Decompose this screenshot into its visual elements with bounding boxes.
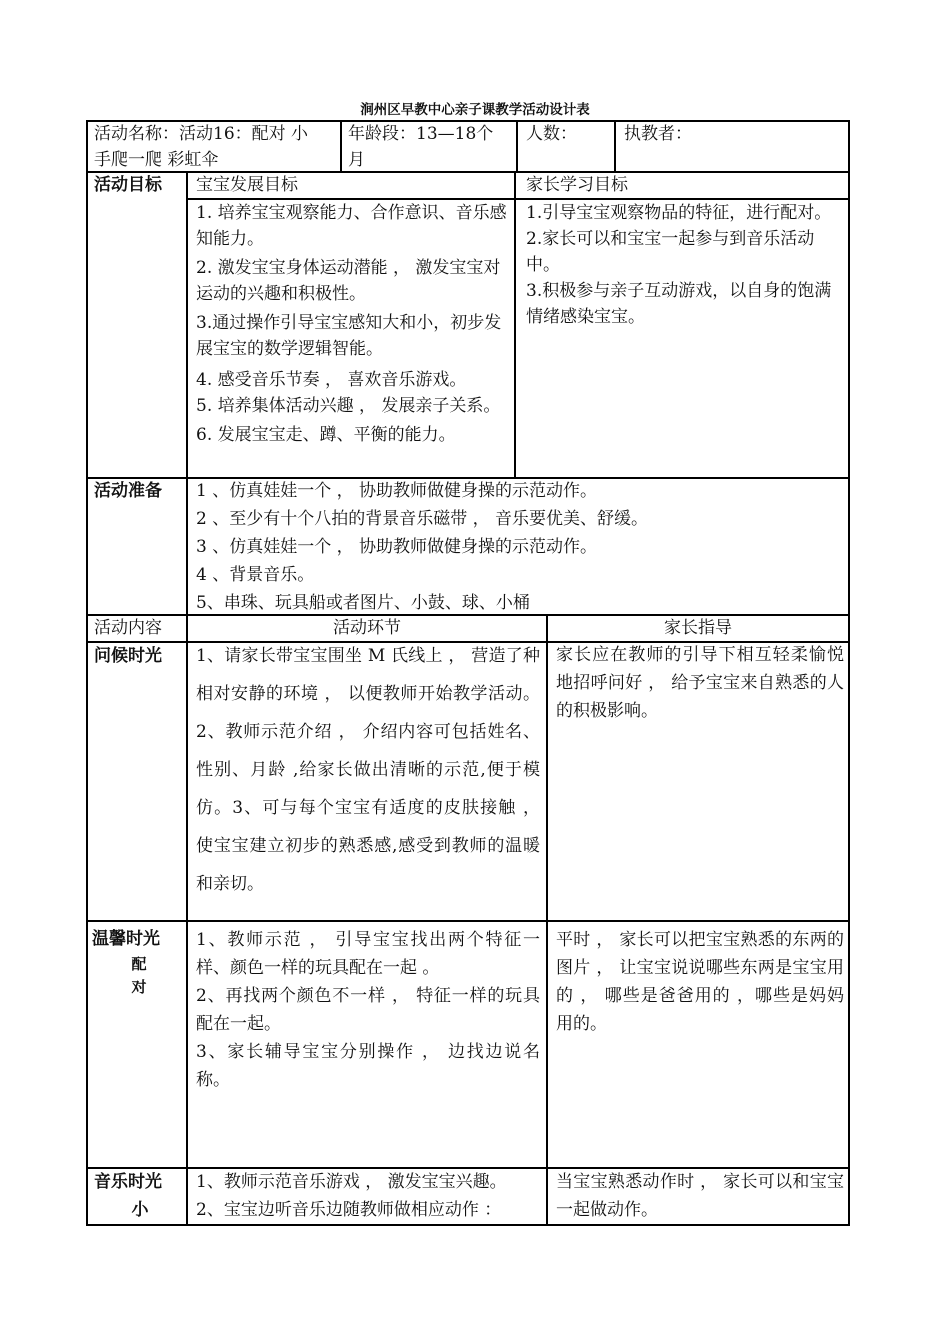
- section-label-line: 小: [131, 1200, 149, 1220]
- rule: [514, 171, 516, 478]
- section-label-line: 对: [131, 978, 147, 996]
- baby-goal-item: 6. 发展宝宝走、蹲、平衡的能力。: [196, 425, 456, 445]
- baby-goals-header: 宝宝发展目标: [196, 175, 298, 195]
- content-header-col1: 活动内容: [94, 618, 162, 638]
- rule: [86, 920, 850, 922]
- section-guide-music: 当宝宝熟悉动作时 ， 家长可以和宝宝一起做动作。: [556, 1172, 844, 1220]
- rule: [86, 1224, 850, 1226]
- section-label-line: 音乐时光: [94, 1172, 162, 1192]
- section-label-music: [94, 1168, 186, 1224]
- prep-item: 1 、仿真娃娃一个 ， 协助教师做健身操的示范动作。: [196, 481, 598, 501]
- baby-goal-item: 3.通过操作引导宝宝感知大和小，初步发展宝宝的数学逻辑智能。: [196, 313, 502, 359]
- activity-name-line2: 手爬一爬 彩虹伞: [94, 150, 219, 170]
- content-header-col3: 家长指导: [664, 618, 732, 638]
- section-label-warm: [92, 926, 186, 998]
- activity-name-cell: [94, 121, 338, 173]
- baby-goal-item: 4. 感受音乐节奏 ， 喜欢音乐游戏。: [196, 370, 467, 390]
- section-label-line: 配: [131, 955, 147, 973]
- section-activity-greeting: 1、请家长带宝宝围坐 M 氏线上 ， 营造了种相对安静的环境 ， 以便教师开始教学活动。2、教师示范介绍 ， 介绍内容可包括姓名、性别、月龄 ,给家长做出清晰的示范,便于模仿。3、可与每个宝宝有适度的皮肤接触 ， 使宝宝建立初步的熟悉感,感受到教师的温暖和亲切。: [196, 646, 540, 894]
- activity-item: 2、宝宝边听音乐边随教师做相应动作 ：: [196, 1200, 502, 1220]
- parent-goals-header: 家长学习目标: [526, 175, 628, 195]
- rule: [186, 171, 188, 1226]
- prep-item: 3 、仿真娃娃一个 ， 协助教师做健身操的示范动作。: [196, 537, 598, 557]
- prep-label: 活动准备: [94, 481, 162, 501]
- parent-goal-item: 3.积极参与亲子互动游戏，以自身的饱满情绪感染宝宝。: [526, 281, 832, 327]
- age-line1: 年龄段：13—18个: [348, 124, 494, 144]
- parent-goal-item: 1.引导宝宝观察物品的特征，进行配对。: [526, 203, 832, 223]
- section-guide-warm: 平时 ， 家长可以把宝宝熟悉的东两的图片 ， 让宝宝说说哪些东两是宝宝用的 ， 哪些是爸爸用的 ，哪些是妈妈用的。: [556, 930, 844, 1034]
- rule: [86, 120, 88, 1226]
- activity-item: 2、再找两个颜色不一样 ， 特征一样的玩具配在一起。: [196, 986, 540, 1034]
- age-line2: 月: [348, 150, 365, 170]
- goals-label: 活动目标: [94, 175, 162, 195]
- age-cell: [348, 121, 514, 173]
- baby-goals-list: [196, 200, 512, 448]
- count-cell: 人数：: [526, 124, 577, 144]
- prep-item: 5、串珠、玩具船或者图片、小鼓、球、小桶: [196, 593, 530, 613]
- baby-goal-item: 1. 培养宝宝观察能力、合作意识、音乐感知能力。: [196, 203, 507, 249]
- section-activity-warm: [196, 926, 540, 1094]
- section-label-line: 温馨时光: [92, 929, 160, 949]
- activity-item: 1、教师示范 ， 引导宝宝找出两个特征一样、颜色一样的玩具配在一起 。: [196, 930, 540, 978]
- activity-item: 3、家长辅导宝宝分别操作 ， 边找边说名称。: [196, 1042, 540, 1090]
- parent-goals-list: [526, 200, 844, 330]
- parent-goal-item: 2.家长可以和宝宝一起参与到音乐活动中。: [526, 229, 815, 275]
- activity-name-line1: 活动名称：活动16：配对 小: [94, 124, 309, 144]
- prep-list: [196, 477, 846, 617]
- prep-item: 2 、至少有十个八拍的背景音乐磁带 ， 音乐要优美、舒缓。: [196, 509, 649, 529]
- activity-item: 1、教师示范音乐游戏 ， 激发宝宝兴趣。: [196, 1172, 507, 1192]
- document-title: 涧州区早教中心亲子课教学活动设计表: [360, 102, 590, 118]
- section-guide-greeting: 家长应在教师的引导下相互轻柔愉悦地招呼问好 ， 给予宝宝来自熟悉的人的积极影响。: [556, 645, 844, 721]
- content-header-col2: 活动环节: [333, 618, 401, 638]
- section-activity-music: [196, 1168, 540, 1224]
- section-label-greeting: 问候时光: [94, 646, 162, 666]
- lesson-plan-table: [86, 120, 850, 1226]
- baby-goal-item: 2. 激发宝宝身体运动潜能 ， 激发宝宝对运动的兴趣和积极性。: [196, 258, 501, 304]
- teacher-cell: 执教者：: [624, 124, 692, 144]
- baby-goal-item: 5. 培养集体活动兴趣 ， 发展亲子关系。: [196, 396, 501, 416]
- prep-item: 4 、背景音乐。: [196, 565, 315, 585]
- rule: [340, 120, 342, 172]
- rule: [614, 120, 616, 172]
- rule: [848, 120, 850, 1226]
- rule: [546, 614, 548, 1226]
- rule: [516, 120, 518, 172]
